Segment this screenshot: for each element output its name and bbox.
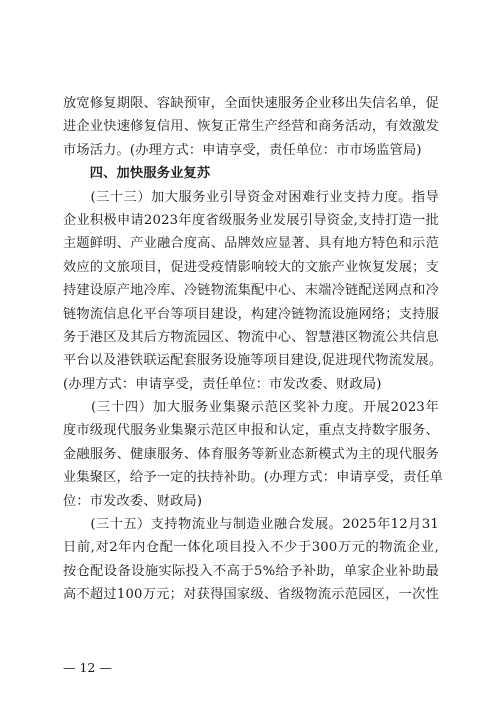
text-line: 持建设原产地冷库、冷链物流集配中心、末端冷链配送网点和冷 (63, 283, 439, 299)
text-line: 进企业快速修复信用、恢复正常生产经营和商务活动，有效激发 (63, 119, 439, 135)
text-line: 效应的文旅项目，促进受疫情影响较大的文旅产业恢复发展；支 (63, 259, 439, 275)
text-line: (三十四）加大服务业集聚示范区奖补力度。开展2023年 (63, 400, 439, 416)
text-line: (三十五）支持物流业与制造业融合发展。2025年12月31 (63, 517, 439, 533)
text-line: 放宽修复期限、容缺预审，全面快速服务企业移出失信名单，促 (63, 96, 439, 111)
text-line: (办理方式：申请享受，责任单位：市发改委、财政局) (63, 376, 382, 392)
text-line: 金融服务、健康服务、体育服务等新业态新模式为主的现代服务 (63, 446, 439, 462)
text-line: 度市级现代服务业集聚示范区申报和认定，重点支持数字服务、 (63, 423, 439, 439)
text-line: 市场活力。(办理方式：申请享受，责任单位：市市场监管局) (63, 142, 422, 158)
text-line: 平台以及港铁联运配套服务设施等项目建设,促进现代物流发展。 (63, 353, 443, 369)
text-line: 主题鲜明、产业融合度高、品牌效应显著、具有地方特色和示范 (63, 236, 439, 252)
text-line: (三十三）加大服务业引导资金对困难行业支持力度。指导 (63, 189, 439, 205)
text-line: 务于港区及其后方物流园区、物流中心、智慧港区物流公共信息 (63, 329, 439, 345)
text-line: 企业积极申请2023年度省级服务业发展引导资金,支持打造一批 (63, 212, 439, 228)
text-line: 高不超过100万元；对获得国家级、省级物流示范园区，一次性 (63, 587, 439, 603)
text-line: 日前,对2年内仓配一体化项目投入不少于300万元的物流企业, (63, 540, 439, 556)
section-heading: 四、加快服务业复苏 (63, 166, 211, 182)
text-line: 链物流信息化平台等项目建设，构建冷链物流设施网络；支持服 (63, 306, 439, 322)
text-line: 业集聚区，给予一定的扶持补助。(办理方式：申请享受，责任单 (63, 470, 444, 486)
page-number: — 12 — (63, 660, 112, 675)
document-body (63, 92, 444, 607)
text-line: 按仓配设备设施实际投入不高于5%给予补助，单家企业补助最 (63, 563, 439, 579)
text-line: 位：市发改委、财政局) (63, 493, 203, 509)
